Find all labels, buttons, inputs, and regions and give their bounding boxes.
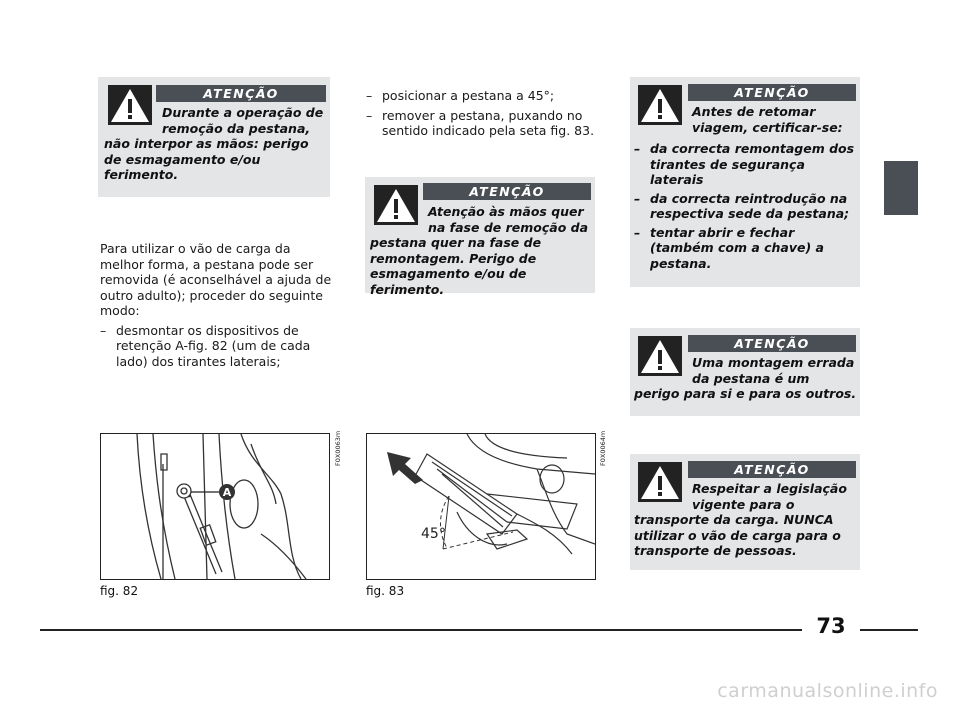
- page-number: 73: [816, 614, 846, 638]
- figure-82: [100, 433, 330, 580]
- middle-column-text: [366, 88, 598, 139]
- warning-title-bar: ATENÇÃO: [688, 84, 856, 101]
- warning-box-3: [630, 77, 860, 287]
- angle-label: 45°: [421, 526, 446, 542]
- figure-82-caption: fig. 82: [100, 584, 139, 598]
- callout-label-a: A: [222, 486, 232, 499]
- intro-paragraph: Para utilizar o vão de carga da melhor forma, a pestana pode ser removida (é aconselhável a ajuda de outro adulto); proceder do seguinte modo:: [100, 241, 332, 318]
- warning-box-4: [630, 328, 860, 416]
- figure-83: [366, 433, 596, 580]
- warning-triangle-icon: [370, 185, 422, 225]
- warning-text: Uma montagem errada da pestana é um perigo para si e para os outros.: [634, 355, 858, 402]
- figure-83-caption: fig. 83: [366, 584, 405, 598]
- step-item: – desmontar os dispositivos de retenção A-fig. 82 (um de cada lado) dos tirantes laterais;: [100, 323, 332, 370]
- warning-text: [634, 104, 858, 271]
- figure-83-code: F0X0064m: [599, 430, 607, 466]
- warning-title-bar: ATENÇÃO: [688, 461, 856, 478]
- warning-box-5: [630, 454, 860, 570]
- check-item: – da correcta reintrodução na respectiva sede da pestana;: [634, 191, 858, 222]
- watermark: carmanualsonline.info: [717, 680, 938, 702]
- section-side-tab: [884, 161, 918, 215]
- warning-text: Respeitar a legislação vigente para o transporte da carga. NUNCA utilizar o vão de carga para o transporte de pessoas.: [634, 481, 858, 559]
- warning-text: Atenção às mãos quer na fase de remoção da pestana quer na fase de remontagem. Perigo de esmagamento e/ou de ferimento.: [370, 204, 592, 297]
- figure-83-drawing: [367, 434, 595, 579]
- warning-triangle-icon: [104, 85, 156, 125]
- check-item: – da correcta remontagem dos tirantes de segurança laterais: [634, 141, 858, 188]
- warning-box-1: [98, 77, 330, 197]
- warning-triangle-icon: [634, 85, 686, 125]
- warning-triangle-icon: [634, 462, 686, 502]
- step-item: – posicionar a pestana a 45°;: [366, 88, 598, 104]
- figure-82-drawing: [101, 434, 329, 579]
- warning-title-bar: ATENÇÃO: [423, 183, 591, 200]
- warning-intro: Antes de retomar viagem, certificar-se:: [692, 104, 843, 135]
- warning-title-bar: ATENÇÃO: [156, 85, 326, 102]
- footer-rule-right: [860, 629, 918, 631]
- footer-rule-left: [40, 629, 802, 631]
- warning-title-bar: ATENÇÃO: [688, 335, 856, 352]
- pull-direction-arrow-icon: [387, 452, 423, 484]
- warning-triangle-icon: [634, 336, 686, 376]
- left-column-text: [100, 241, 332, 369]
- check-item: – tentar abrir e fechar (também com a chave) a pestana.: [634, 225, 858, 272]
- step-item: – remover a pestana, puxando no sentido indicado pela seta fig. 83.: [366, 108, 598, 139]
- figure-82-code: F0X0063m: [334, 430, 342, 466]
- warning-box-2: [365, 177, 595, 297]
- warning-text: Durante a operação de remoção da pestana, não interpor as mãos: perigo de esmagamento e/ou ferimento.: [104, 105, 326, 183]
